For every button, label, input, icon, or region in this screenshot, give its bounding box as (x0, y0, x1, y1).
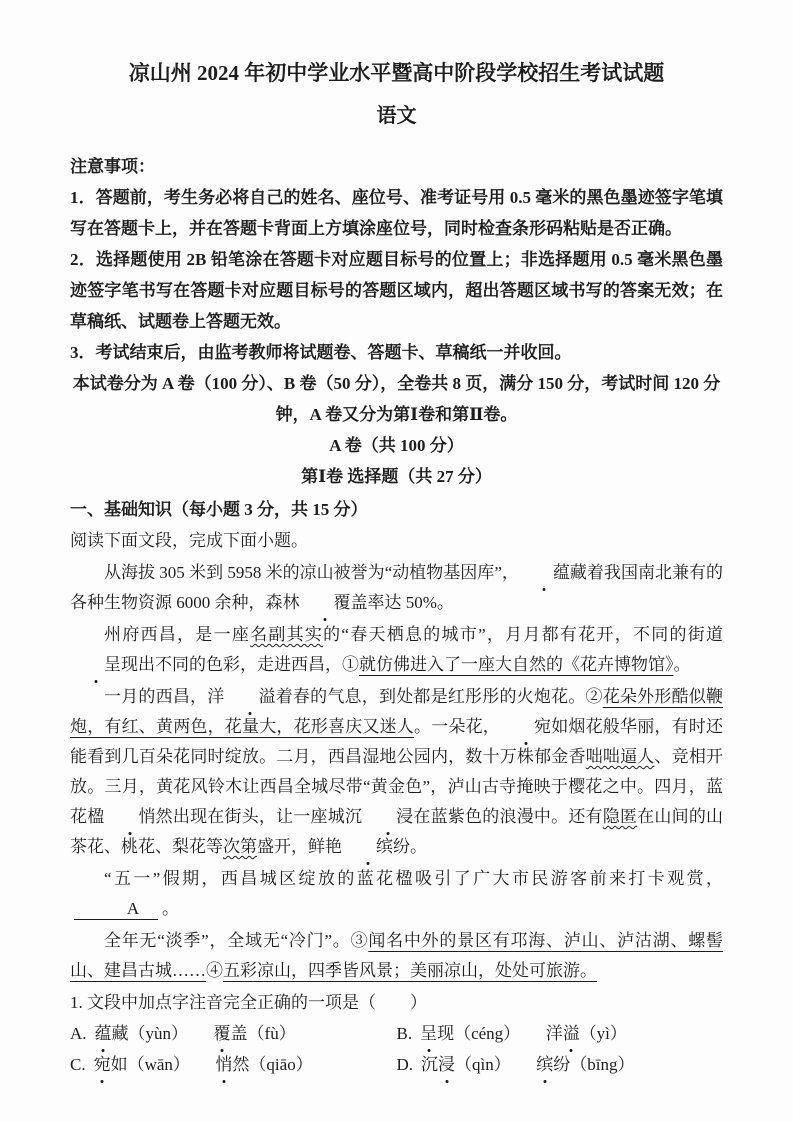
heading-part1: 第Ⅰ卷 选择题（共 27 分） (301, 467, 492, 486)
option-c (70, 1050, 397, 1080)
option-b-label: B. (396, 1024, 413, 1043)
notice-item-3: 3．考试结束后，由监考教师将试题卷、答题卡、草稿纸一并收回。 (70, 343, 572, 362)
option-a-label: A. (70, 1024, 87, 1043)
option-b-text: 呈现（céng） 洋溢（yì） (420, 1024, 627, 1043)
exam-info: 本试卷分为 A 卷（100 分）、B 卷（50 分），全卷共 8 页，满分 150 分，考试时间 120 分钟，A 卷又分为第Ⅰ卷和第Ⅱ卷。 (72, 374, 721, 424)
exam-subject: 语文 (376, 105, 417, 127)
option-d-text: 沉浸（qìn） 缤纷（bīng） (421, 1055, 634, 1074)
question-1-stem: 1. 文段中加点字注音完全正确的一项是（ ） (70, 993, 427, 1012)
option-b (397, 1019, 724, 1049)
passage-paragraph-2: 州府西昌，是一座名副其实的“春天栖息的城市”，月月都有花开，不同的街道呈现出不同的色彩，走进西昌，①就仿佛进入了一座大自然的《花卉博物馆》。 (70, 620, 723, 680)
passage-paragraph-5: 全年无“淡季”，全域无“冷门”。③闻名中外的景区有邛海、泸山、泸沽湖、螺髻山、建昌古城……④五彩凉山，四季皆风景；美丽凉山，处处可旅游。 (70, 931, 724, 980)
option-c-text: 宛如（wān） 悄然（qiāo） (94, 1055, 313, 1074)
heading-a-volume: A 卷（共 100 分） (329, 436, 464, 455)
passage-paragraph-1: 从海拔 305 米到 5958 米的凉山被誉为“动植物基因库”， 蕴藏着我国南北兼有的各种生物资源 6000 余种，森林 覆盖率达 50%。 (70, 558, 723, 618)
option-a-text: 蕴藏（yùn） 覆盖（fù） (95, 1024, 296, 1043)
notice-heading: 注意事项： (70, 157, 155, 176)
passage-intro: 阅读下面文段，完成下面小题。 (70, 531, 308, 550)
question-1-options (70, 1019, 723, 1080)
option-d (397, 1050, 724, 1080)
notice-item-1: 1．答题前，考生务必将自己的姓名、座位号、准考证号用 0.5 毫米的黑色墨迹签字笔填写在答题卡上，并在答题卡背面上方填涂座位号，同时检查条形码粘贴是否正确。 (70, 188, 723, 238)
notice-item-2: 2．选择题使用 2B 铅笔涂在答题卡对应题目标号的位置上；非选择题用 0.5 毫米黑色墨迹签字笔书写在答题卡对应题目标号的答题区域内，超出答题区域书写的答案无效；在草稿纸、试题卷上答题无效。 (70, 250, 723, 331)
exam-title: 凉山州 2024 年初中学业水平暨高中阶段学校招生考试试题 (128, 61, 665, 85)
passage-paragraph-4: “五一”假期，西昌城区绽放的蓝花楹吸引了广大市民游客前来打卡观赏，A 。 (70, 864, 723, 924)
option-d-label: D. (396, 1055, 414, 1074)
option-a (70, 1019, 397, 1049)
heading-section1: 一、基础知识（每小题 3 分，共 15 分） (70, 500, 368, 519)
option-c-label: C. (70, 1055, 86, 1074)
passage-paragraph-3: 一月的西昌，洋 溢着春的气息，到处都是红彤彤的火炮花。②花朵外形酷似鞭炮，有红、黄两色，花量大，花形喜庆又迷人。一朵花， 宛如烟花般华丽，有时还能看到几百朵花同时绽放。二月，西昌湿地公园内，数十万株郁金香咄咄逼人、竞相开放。三月，黄花风铃木让西昌全城尽带“黄金色”，泸山古寺掩映于樱花之中。四月，蓝花楹 悄然出现在街头，让一座城沉 浸在蓝紫色的浪漫中。还有隐匿在山间的山茶花、桃花、梨花等次第盛开，鲜艳 缤纷。 (70, 682, 723, 862)
